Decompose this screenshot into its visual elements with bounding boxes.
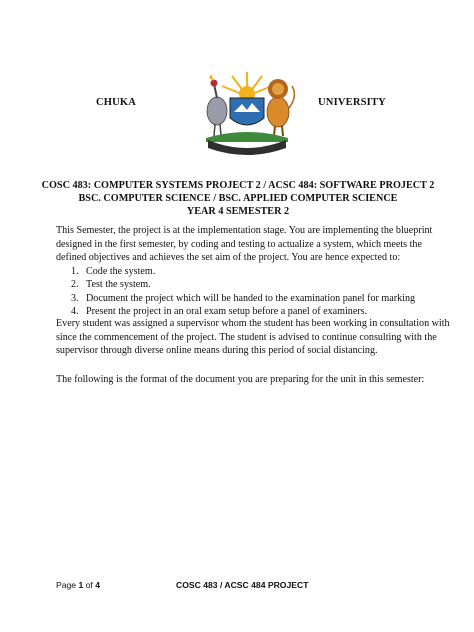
course-title-block [40, 179, 436, 218]
course-title-line1: COSC 483: COMPUTER SYSTEMS PROJECT 2 / ACSC 484: SOFTWARE PROJECT 2 [41, 180, 435, 191]
header-left-word: CHUKA [96, 97, 137, 108]
intro-line: defined objectives and achieves the set aim of the project. You are hence expected to: [56, 252, 401, 264]
list-item-text: Test the system. [86, 279, 151, 291]
list-item-text: Present the project in an oral exam setup before a panel of examiners. [86, 306, 368, 318]
page-current: 1 [78, 580, 84, 590]
course-title-line2: BSC. COMPUTER SCIENCE / BSC. APPLIED COMPUTER SCIENCE [78, 193, 398, 204]
format-note-line: The following is the format of the document you are preparing for the unit in this semester: [56, 374, 425, 385]
list-item-text: Document the project which will be handed to the examination panel for marking [86, 292, 416, 304]
list-item-number: 2. [71, 279, 79, 291]
of-word: of [85, 580, 93, 590]
list-item [71, 292, 415, 305]
supervision-line: supervisor through diverse online means during this period of social distancing. [56, 345, 378, 357]
page-word: Page [56, 580, 77, 590]
list-item-number: 1. [71, 266, 79, 277]
header-right-word: UNIVERSITY [318, 97, 386, 108]
university-crest-logo [192, 56, 302, 156]
intro-paragraph [56, 224, 432, 265]
list-item [71, 278, 415, 291]
list-item [71, 265, 415, 278]
list-item-number: 3. [71, 292, 79, 304]
list-item-text: Code the system. [86, 266, 156, 277]
intro-line: This Semester, the project is at the implementation stage. You are implementing the blueprint [56, 225, 433, 236]
format-note-paragraph [56, 373, 424, 387]
supervision-line: Every student was assigned a supervisor whom the student has been working in consultation with [56, 318, 450, 329]
crest-icon [192, 56, 302, 156]
task-list [71, 265, 415, 319]
supervision-line: since the commencement of the project. The student is advised to continue consulting with the [56, 331, 437, 343]
footer-course-code: COSC 483 / ACSC 484 PROJECT [176, 580, 309, 590]
supervision-paragraph [56, 317, 450, 358]
course-title-line3: YEAR 4 SEMESTER 2 [186, 206, 290, 217]
page-number [56, 580, 100, 590]
page-total: 4 [95, 580, 100, 590]
list-item-number: 4. [71, 306, 79, 318]
intro-line: designed in the first semester, by coding and testing to actualize a system, which meets the [56, 238, 422, 250]
